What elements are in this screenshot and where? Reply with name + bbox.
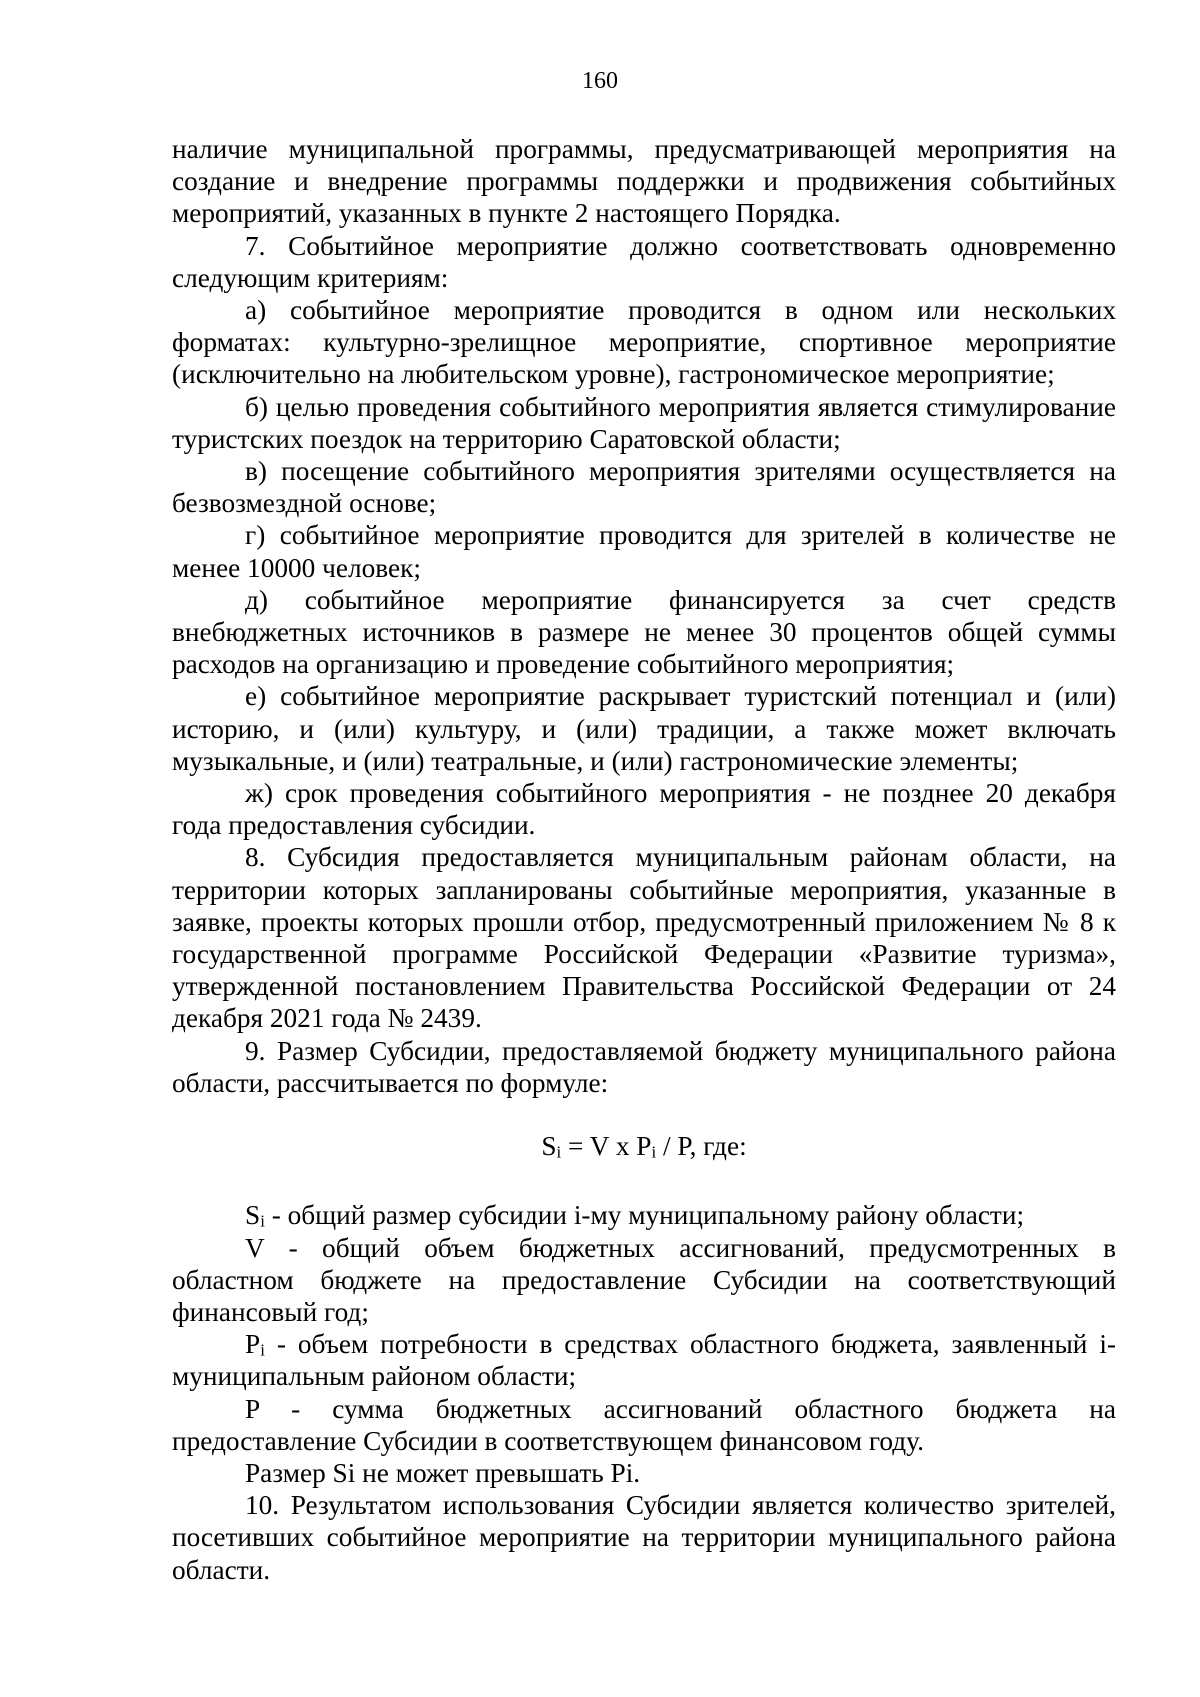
- formula-subscript-i: i: [556, 1142, 562, 1162]
- page-number: 160: [582, 68, 618, 94]
- formula-middle: = V x P: [561, 1131, 652, 1162]
- criterion-e: е) событийное мероприятие раскрывает туристский потенциал и (или) историю, и (или) культуру, и (или) традиции, а также может включать музыкальные, и (или) театральные, и (или) гастрономические элементы;: [172, 681, 1116, 776]
- pi-symbol: P: [245, 1329, 261, 1360]
- formula-tail: / P, где:: [656, 1131, 747, 1162]
- document-body: [172, 133, 1116, 1586]
- paragraph-intro: наличие муниципальной программы, предусматривающей мероприятия на создание и внедрение программы поддержки и продвижения событийных мероприятий, указанных в пункте 2 настоящего Порядка.: [172, 134, 1116, 229]
- definition-pi: [172, 1328, 1116, 1392]
- pi-description: - объем потребности в средствах областного бюджета, заявленный i-муниципальным районом области;: [172, 1329, 1116, 1392]
- criterion-g: г) событийное мероприятие проводится для зрителей в количестве не менее 10000 человек;: [172, 520, 1116, 583]
- paragraph-8: 8. Субсидия предоставляется муниципальным районам области, на территории которых запланированы событийные мероприятия, указанные в заявке, проекты которых прошли отбор, предусмотренный приложением № 8 к государственной программе Российской Федерации «Развитие туризма», утвержденной постановлением Правительства Российской Федерации от 24 декабря 2021 года № 2439.: [172, 842, 1116, 1034]
- limit-statement: Размер Si не может превышать Pi.: [245, 1457, 641, 1488]
- definition-si: [172, 1199, 1116, 1231]
- criterion-d: д) событийное мероприятие финансируется за счет средств внебюджетных источников в размере не менее 30 процентов общей суммы расходов на организацию и проведение событийного мероприятия;: [172, 584, 1116, 680]
- criterion-v: в) посещение событийного мероприятия зрителями осуществляется на безвозмездной основе;: [172, 456, 1116, 519]
- si-description: - общий размер субсидии i-му муниципальному району области;: [264, 1200, 1025, 1231]
- pi-subscript: i: [260, 1340, 265, 1360]
- criterion-zh: ж) срок проведения событийного мероприятия - не позднее 20 декабря года предоставления субсидии.: [172, 778, 1116, 841]
- paragraph-7: 7. Событийное мероприятие должно соответствовать одновременно следующим критериям:: [172, 230, 1116, 293]
- definition-p: P - сумма бюджетных ассигнований областного бюджета на предоставление Субсидии в соответствующем финансовом году.: [172, 1393, 1116, 1456]
- criterion-a: а) событийное мероприятие проводится в одном или нескольких форматах: культурно-зрелищное мероприятие, спортивное мероприятие (исключительно на любительском уровне), гастрономическое мероприятие;: [172, 295, 1116, 390]
- formula-s-symbol: S: [541, 1131, 557, 1162]
- paragraph-9: 9. Размер Субсидии, предоставляемой бюджету муниципального района области, рассчитывается по формуле:: [172, 1035, 1116, 1098]
- criterion-b: б) целью проведения событийного мероприятия является стимулирование туристских поездок на территорию Саратовской области;: [172, 391, 1116, 454]
- si-subscript: i: [260, 1211, 265, 1231]
- paragraph-10: 10. Результатом использования Субсидии является количество зрителей, посетивших событийное мероприятие на территории муниципального района области.: [172, 1490, 1116, 1585]
- formula-subscript-i: i: [651, 1142, 657, 1162]
- si-symbol: S: [245, 1200, 261, 1231]
- definition-v: V - общий объем бюджетных ассигнований, предусмотренных в областном бюджете на предоставление Субсидии на соответствующий финансовый год;: [172, 1232, 1116, 1327]
- subsidy-formula: [172, 1130, 1116, 1162]
